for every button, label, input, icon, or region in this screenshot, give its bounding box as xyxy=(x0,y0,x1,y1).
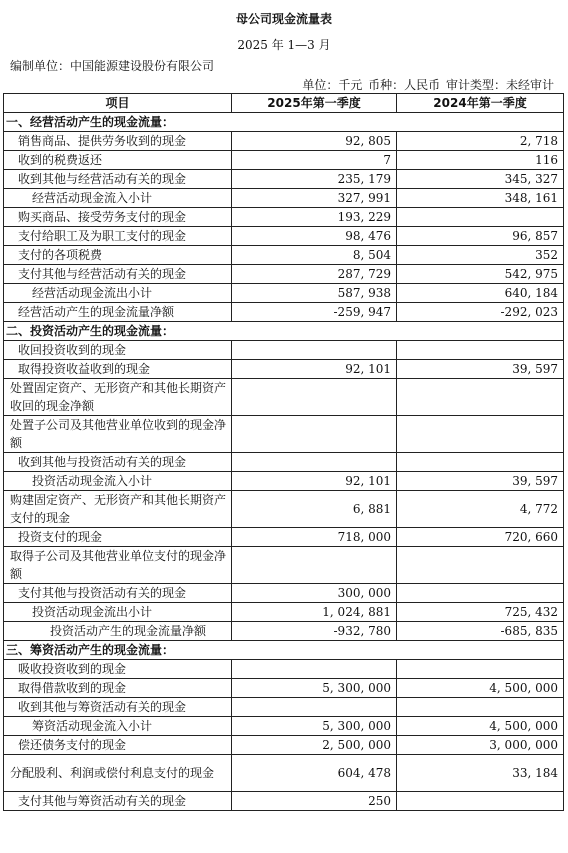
value-2025: 7 xyxy=(232,151,397,170)
header-item: 项目 xyxy=(4,94,232,113)
value-2024: 352 xyxy=(397,246,564,265)
section-title: 二、投资活动产生的现金流量： xyxy=(4,322,564,341)
value-2025: 193, 229 xyxy=(232,208,397,227)
row-label: 投资支付的现金 xyxy=(4,528,232,547)
row-label: 取得借款收到的现金 xyxy=(4,679,232,698)
table-row xyxy=(4,227,564,246)
value-2024: 640, 184 xyxy=(397,284,564,303)
value-2024: 116 xyxy=(397,151,564,170)
table-row xyxy=(4,792,564,811)
row-label: 支付给职工及为职工支付的现金 xyxy=(4,227,232,246)
value-2024 xyxy=(397,660,564,679)
value-2024: 4, 772 xyxy=(397,491,564,528)
value-2024 xyxy=(397,792,564,811)
table-row xyxy=(4,717,564,736)
table-row xyxy=(4,736,564,755)
section-row-financing xyxy=(4,641,564,660)
value-2025: 718, 000 xyxy=(232,528,397,547)
table-row xyxy=(4,603,564,622)
table-row xyxy=(4,622,564,641)
row-label: 收到的税费返还 xyxy=(4,151,232,170)
row-label: 投资活动现金流入小计 xyxy=(4,472,232,491)
row-label: 投资活动现金流出小计 xyxy=(4,603,232,622)
value-2025: -932, 780 xyxy=(232,622,397,641)
value-2025: 5, 300, 000 xyxy=(232,717,397,736)
row-label: 处置固定资产、无形资产和其他长期资产收回的现金净额 xyxy=(4,379,232,416)
section-row-operating xyxy=(4,113,564,132)
value-2025 xyxy=(232,547,397,584)
value-2025: 2, 500, 000 xyxy=(232,736,397,755)
row-label: 经营活动现金流出小计 xyxy=(4,284,232,303)
value-2024: -685, 835 xyxy=(397,622,564,641)
row-label: 收回投资收到的现金 xyxy=(4,341,232,360)
section-title: 三、筹资活动产生的现金流量： xyxy=(4,641,564,660)
table-row xyxy=(4,755,564,792)
row-label: 销售商品、提供劳务收到的现金 xyxy=(4,132,232,151)
compiling-unit: 编制单位：中国能源建设股份有限公司 xyxy=(10,59,215,73)
row-label: 偿还债务支付的现金 xyxy=(4,736,232,755)
table-row xyxy=(4,416,564,453)
value-2025 xyxy=(232,698,397,717)
table-row xyxy=(4,679,564,698)
row-label: 经营活动产生的现金流量净额 xyxy=(4,303,232,322)
value-2024 xyxy=(397,698,564,717)
table-row xyxy=(4,132,564,151)
row-label: 筹资活动现金流入小计 xyxy=(4,717,232,736)
table-header-row xyxy=(4,94,564,113)
row-label: 收到其他与投资活动有关的现金 xyxy=(4,453,232,472)
row-label: 购买商品、接受劳务支付的现金 xyxy=(4,208,232,227)
value-2024 xyxy=(397,453,564,472)
row-label: 取得子公司及其他营业单位支付的现金净额 xyxy=(4,547,232,584)
value-2025: 1, 024, 881 xyxy=(232,603,397,622)
row-label: 购建固定资产、无形资产和其他长期资产支付的现金 xyxy=(4,491,232,528)
header-2024q1: 2024年第一季度 xyxy=(397,94,564,113)
row-label: 支付其他与筹资活动有关的现金 xyxy=(4,792,232,811)
value-2024 xyxy=(397,208,564,227)
row-label: 取得投资收益收到的现金 xyxy=(4,360,232,379)
row-label: 吸收投资收到的现金 xyxy=(4,660,232,679)
table-row xyxy=(4,189,564,208)
value-2025: 98, 476 xyxy=(232,227,397,246)
table-row xyxy=(4,584,564,603)
row-label: 支付的各项税费 xyxy=(4,246,232,265)
value-2024: 720, 660 xyxy=(397,528,564,547)
table-row xyxy=(4,170,564,189)
table-row xyxy=(4,151,564,170)
section-row-investing xyxy=(4,322,564,341)
value-2024 xyxy=(397,341,564,360)
table-row xyxy=(4,698,564,717)
page-title: 母公司现金流量表 xyxy=(235,12,332,26)
value-2024 xyxy=(397,547,564,584)
value-2024: 2, 718 xyxy=(397,132,564,151)
table-row xyxy=(4,491,564,528)
value-2025: 300, 000 xyxy=(232,584,397,603)
value-2024: 345, 327 xyxy=(397,170,564,189)
value-2025 xyxy=(232,341,397,360)
table-row xyxy=(4,303,564,322)
value-2024: 348, 161 xyxy=(397,189,564,208)
value-2025: 92, 101 xyxy=(232,360,397,379)
value-2025: 92, 101 xyxy=(232,472,397,491)
value-2025: 92, 805 xyxy=(232,132,397,151)
row-label: 收到其他与筹资活动有关的现金 xyxy=(4,698,232,717)
value-2025: 327, 991 xyxy=(232,189,397,208)
table-row xyxy=(4,547,564,584)
value-2025: 6, 881 xyxy=(232,491,397,528)
section-title: 一、经营活动产生的现金流量： xyxy=(4,113,564,132)
table-row xyxy=(4,472,564,491)
value-2024: -292, 023 xyxy=(397,303,564,322)
table-row xyxy=(4,660,564,679)
value-2024: 39, 597 xyxy=(397,360,564,379)
row-label: 支付其他与投资活动有关的现金 xyxy=(4,584,232,603)
row-label: 分配股利、利润或偿付利息支付的现金 xyxy=(4,755,232,792)
table-row xyxy=(4,284,564,303)
table-row xyxy=(4,208,564,227)
value-2025 xyxy=(232,416,397,453)
value-2025: 287, 729 xyxy=(232,265,397,284)
value-2025 xyxy=(232,379,397,416)
table-row xyxy=(4,360,564,379)
report-period: 2025 年 1—3 月 xyxy=(237,38,331,52)
table-row xyxy=(4,246,564,265)
value-2025: 8, 504 xyxy=(232,246,397,265)
table-row xyxy=(4,453,564,472)
value-2025 xyxy=(232,453,397,472)
row-label: 投资活动产生的现金流量净额 xyxy=(4,622,232,641)
value-2024: 39, 597 xyxy=(397,472,564,491)
value-2024: 725, 432 xyxy=(397,603,564,622)
value-2024: 96, 857 xyxy=(397,227,564,246)
value-2025: 587, 938 xyxy=(232,284,397,303)
row-label: 支付其他与经营活动有关的现金 xyxy=(4,265,232,284)
value-2024: 3, 000, 000 xyxy=(397,736,564,755)
value-2024 xyxy=(397,416,564,453)
row-label: 收到其他与经营活动有关的现金 xyxy=(4,170,232,189)
value-2025 xyxy=(232,660,397,679)
cash-flow-table xyxy=(3,93,564,811)
value-2025: 250 xyxy=(232,792,397,811)
row-label: 经营活动现金流入小计 xyxy=(4,189,232,208)
value-2025: 235, 179 xyxy=(232,170,397,189)
unit-currency-audit-info: 单位：千元 币种：人民币 审计类型：未经审计 xyxy=(302,78,554,92)
table-row xyxy=(4,265,564,284)
value-2024: 4, 500, 000 xyxy=(397,717,564,736)
value-2025: 604, 478 xyxy=(232,755,397,792)
value-2025: 5, 300, 000 xyxy=(232,679,397,698)
value-2024: 33, 184 xyxy=(397,755,564,792)
header-2025q1: 2025年第一季度 xyxy=(232,94,397,113)
table-row xyxy=(4,528,564,547)
table-row xyxy=(4,379,564,416)
table-row xyxy=(4,341,564,360)
value-2025: -259, 947 xyxy=(232,303,397,322)
row-label: 处置子公司及其他营业单位收到的现金净额 xyxy=(4,416,232,453)
value-2024 xyxy=(397,379,564,416)
value-2024: 4, 500, 000 xyxy=(397,679,564,698)
value-2024: 542, 975 xyxy=(397,265,564,284)
value-2024 xyxy=(397,584,564,603)
